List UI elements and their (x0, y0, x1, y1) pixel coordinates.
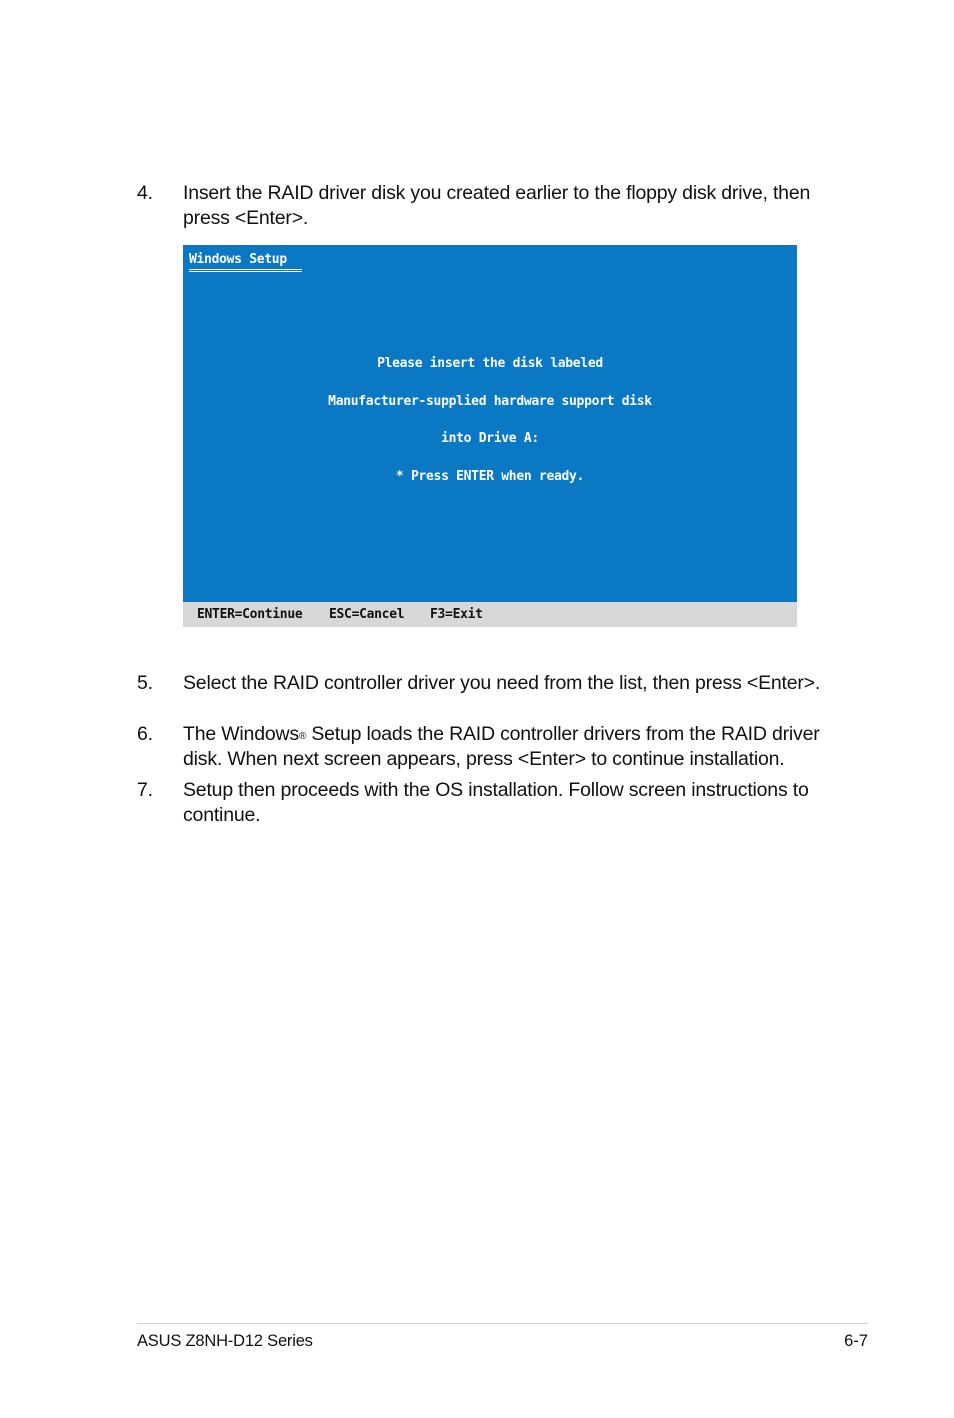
status-f3-exit: F3=Exit (430, 607, 483, 622)
screen-title: Windows Setup (189, 252, 302, 272)
screen-message-line: Manufacturer-supplied hardware support disk (328, 394, 652, 409)
step-number: 5. (137, 672, 153, 694)
screen-status-bar (183, 602, 797, 627)
step-number: 7. (137, 779, 153, 801)
step-text-before: The Windows (183, 723, 299, 745)
step-text (183, 722, 833, 772)
step-text-after: Setup loads the RAID controller drivers from the RAID driver disk. When next screen appears, press <Enter> to continue installation. (183, 723, 820, 770)
footer-divider (137, 1323, 868, 1324)
screen-message-line: into Drive A: (441, 431, 539, 446)
step-text: Setup then proceeds with the OS installation. Follow screen instructions to continue. (183, 779, 809, 826)
footer-product-name: ASUS Z8NH-D12 Series (137, 1332, 313, 1350)
status-enter-continue: ENTER=Continue (197, 607, 303, 622)
windows-setup-screen (183, 245, 797, 627)
registered-mark: ® (298, 731, 307, 742)
screen-message-line: * Press ENTER when ready. (395, 469, 585, 484)
footer-page-number: 6-7 (844, 1332, 868, 1350)
screen-message-line: Please insert the disk labeled (377, 356, 603, 371)
step-number: 4. (137, 182, 153, 204)
status-esc-cancel: ESC=Cancel (329, 607, 405, 622)
step-number: 6. (137, 723, 153, 745)
step-text: Select the RAID controller driver you need from the list, then press <Enter>. (183, 672, 821, 694)
step-text: Insert the RAID driver disk you created earlier to the floppy disk drive, then press <Enter>. (183, 182, 811, 229)
